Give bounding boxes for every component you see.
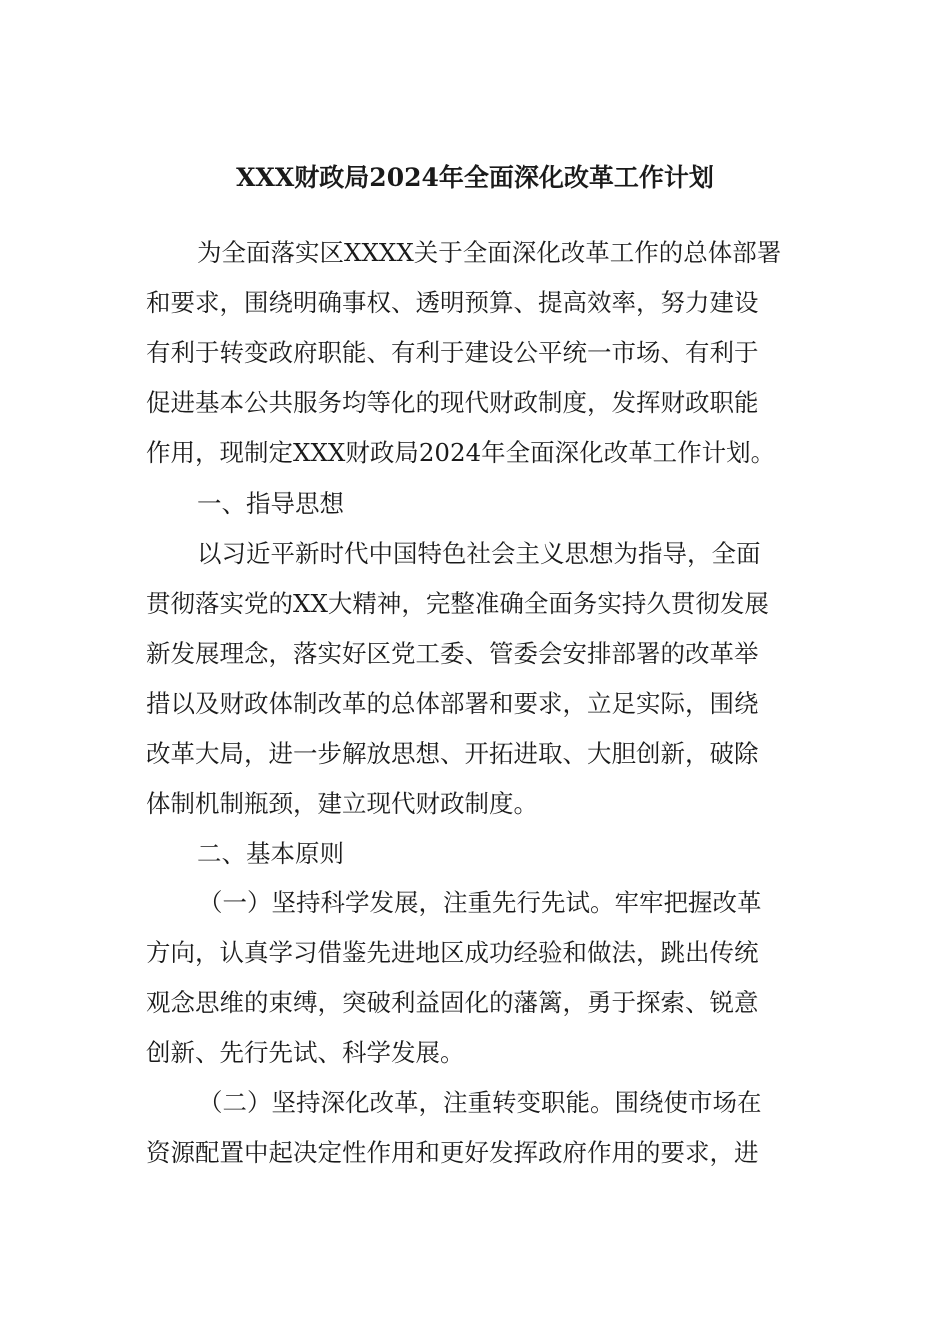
paragraph-principle-1-line-3: 观念思维的束缚，突破利益固化的藩篱，勇于探索、锐意: [146, 988, 759, 1017]
paragraph-principle-2-line-1: （二）坚持深化改革，注重转变职能。围绕使市场在: [198, 1088, 762, 1117]
paragraph-principle-2-line-2: 资源配置中起决定性作用和更好发挥政府作用的要求，进: [146, 1138, 759, 1167]
paragraph-ideology-line-5: 改革大局，进一步解放思想、开拓进取、大胆创新，破除: [146, 739, 759, 768]
document-title: XXX财政局2024年全面深化改革工作计划: [236, 163, 714, 192]
paragraph-ideology-line-2: 贯彻落实党的XX大精神，完整准确全面务实持久贯彻发展: [146, 589, 769, 618]
paragraph-intro-line-1: 为全面落实区XXXX关于全面深化改革工作的总体部署: [197, 238, 782, 267]
paragraph-ideology-line-4: 措以及财政体制改革的总体部署和要求，立足实际，围绕: [146, 689, 759, 718]
paragraph-principle-1-line-1: （一）坚持科学发展，注重先行先试。牢牢把握改革: [198, 888, 762, 917]
paragraph-ideology-line-3: 新发展理念，落实好区党工委、管委会安排部署的改革举: [146, 639, 759, 668]
paragraph-ideology-line-1: 以习近平新时代中国特色社会主义思想为指导，全面: [197, 539, 761, 568]
paragraph-principle-1-line-4: 创新、先行先试、科学发展。: [146, 1038, 465, 1067]
paragraph-principle-1-line-2: 方向，认真学习借鉴先进地区成功经验和做法，跳出传统: [146, 938, 759, 967]
paragraph-intro-line-4: 促进基本公共服务均等化的现代财政制度，发挥财政职能: [146, 388, 759, 417]
paragraph-ideology-line-6: 体制机制瓶颈，建立现代财政制度。: [146, 789, 538, 818]
section-heading-basic-principles: 二、基本原则: [197, 839, 344, 868]
section-heading-guiding-ideology: 一、指导思想: [197, 489, 344, 518]
paragraph-intro-line-2: 和要求，围绕明确事权、透明预算、提高效率，努力建设: [146, 288, 759, 317]
paragraph-intro-line-3: 有利于转变政府职能、有利于建设公平统一市场、有利于: [146, 338, 759, 367]
paragraph-intro-line-5: 作用，现制定XXX财政局2024年全面深化改革工作计划。: [146, 438, 776, 467]
